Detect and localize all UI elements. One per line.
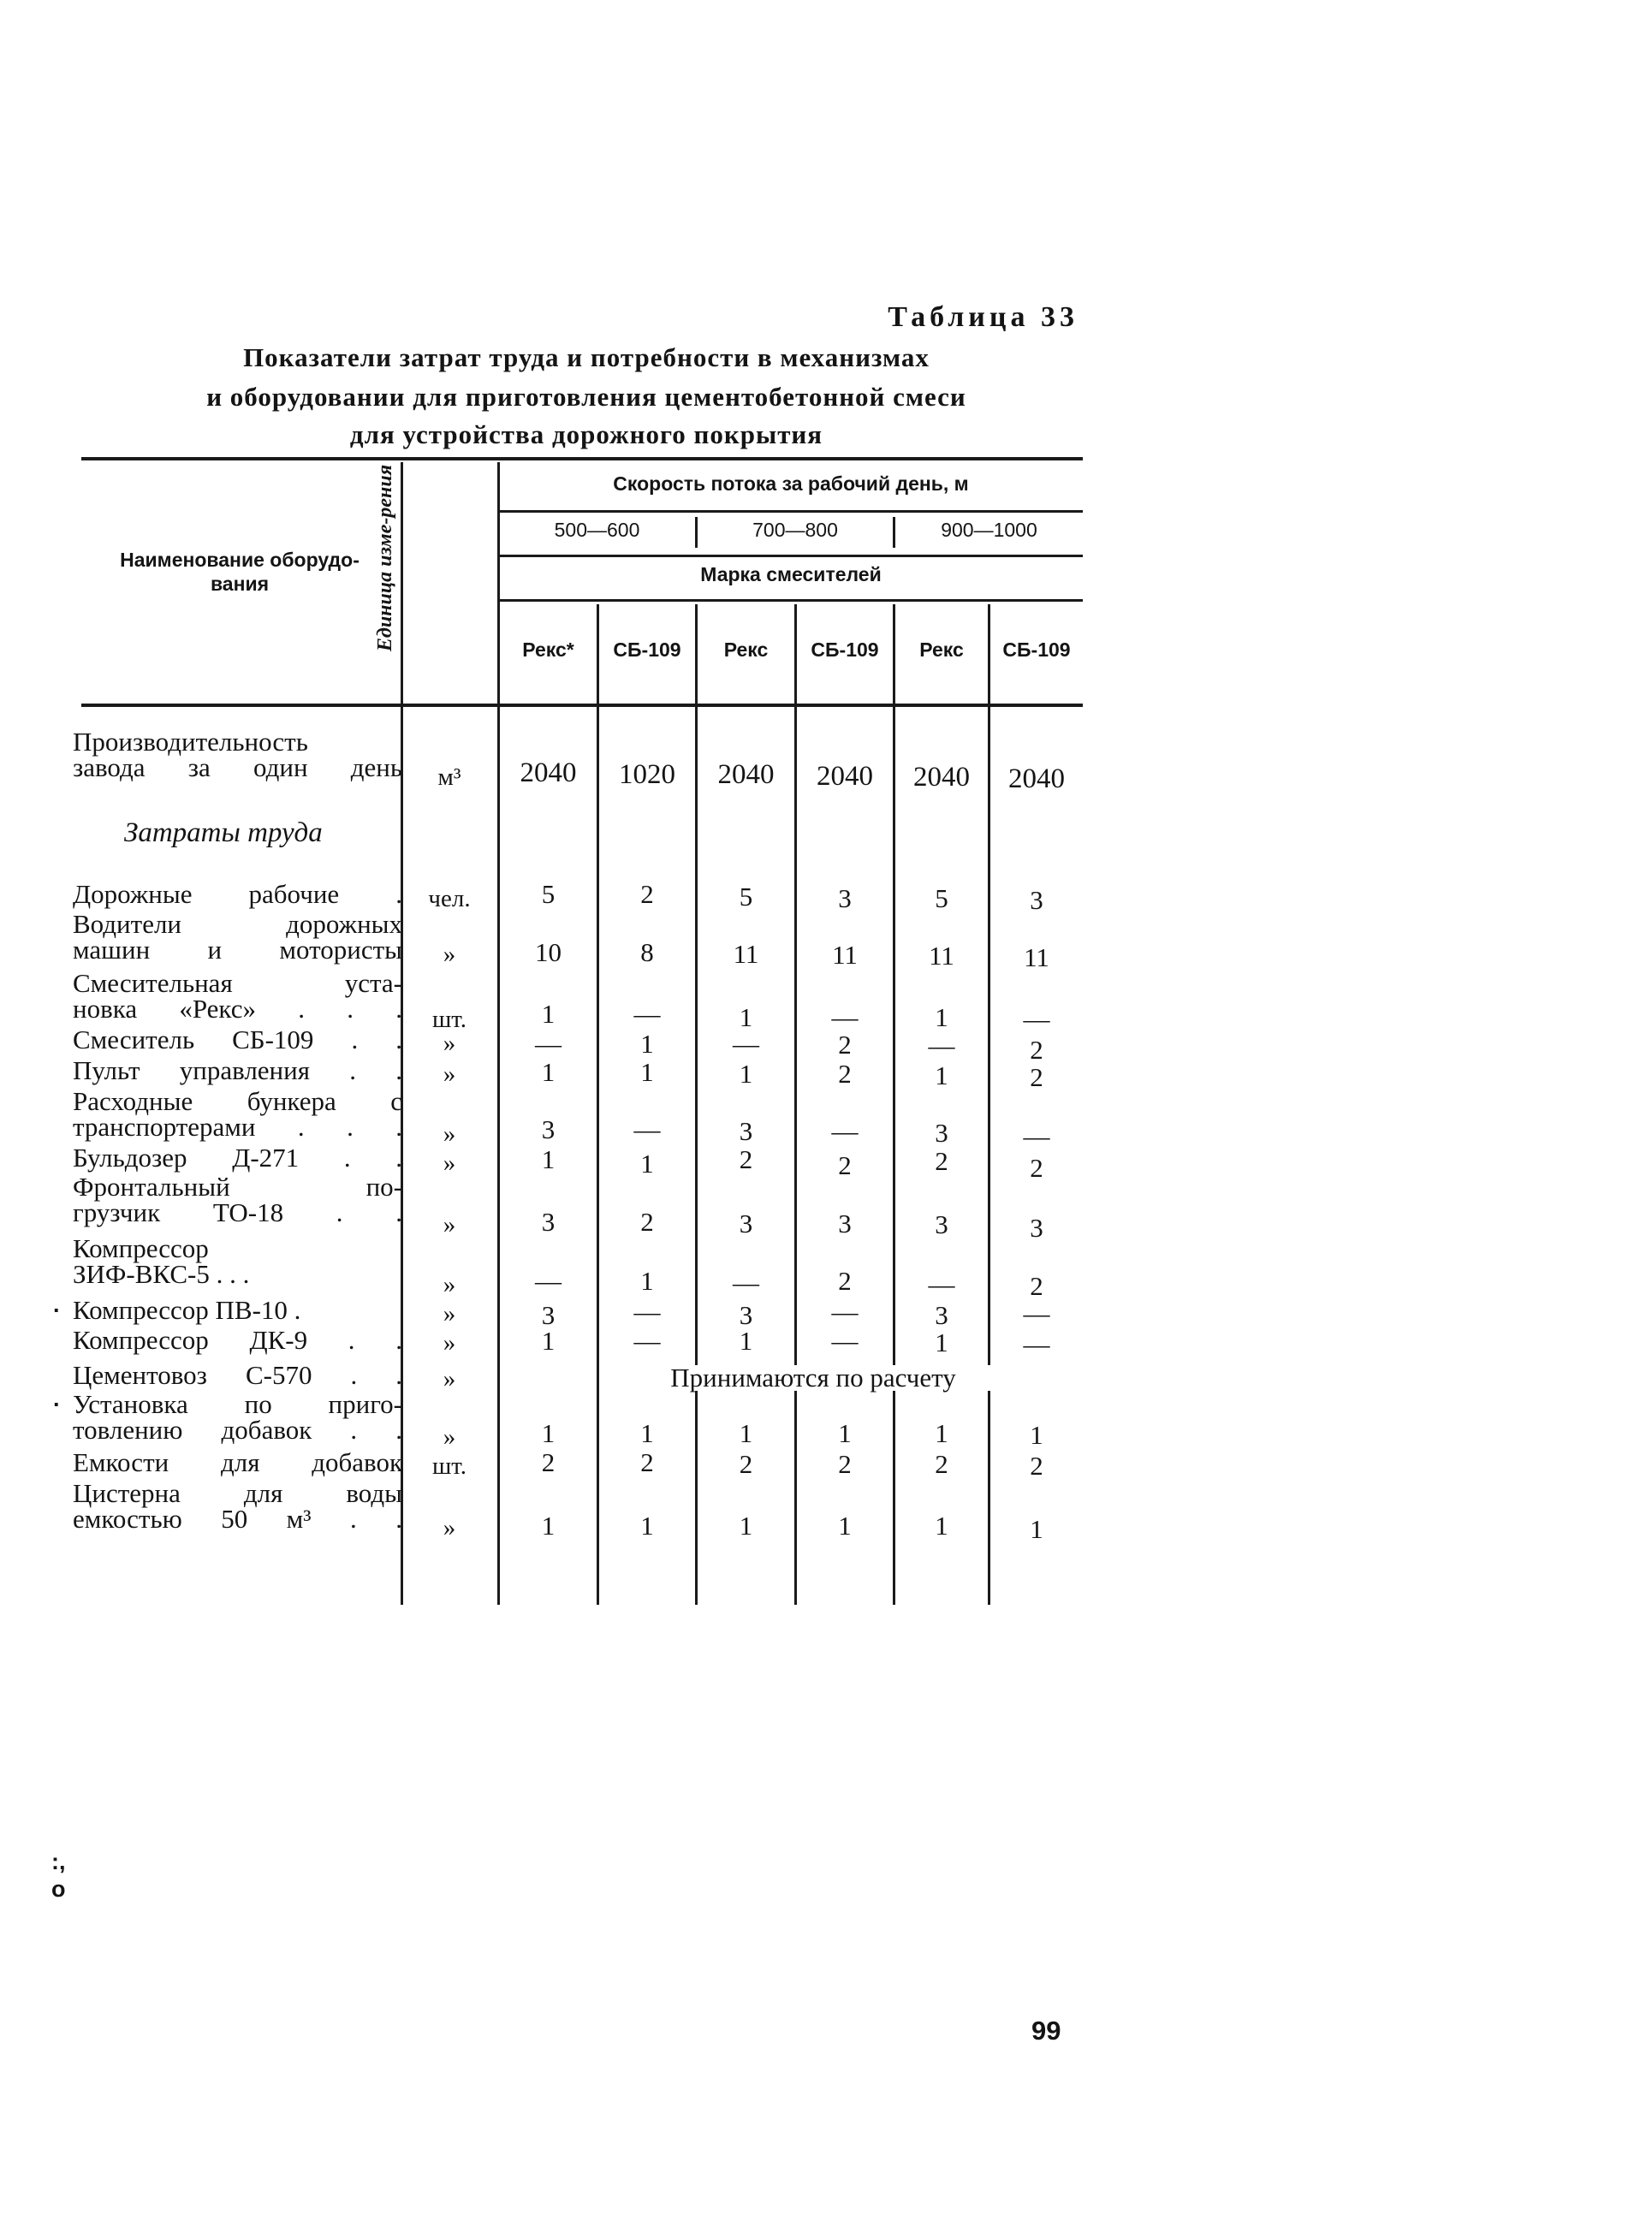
cell-drivers-5: 11 [929,941,954,971]
cell-front-loader-4: 3 [838,1209,852,1238]
row-name-line: Производительность [73,727,308,757]
cell-hoppers-1: 3 [541,1114,556,1144]
row-name-line: Компрессор ПВ-10 . [73,1295,301,1325]
cell-compressor-zif-5: — [928,1269,955,1299]
header-rule-brand [499,599,1083,602]
cell-control-panel-5: 1 [935,1060,948,1090]
table-top-rule [81,457,1083,460]
cell-additive-tanks-6: 2 [1030,1451,1043,1481]
cell-mixer-sb109-3: — [733,1029,759,1059]
header-name-col [86,548,394,596]
margin-mark-2: · [53,1392,61,1417]
cell-hoppers-2: — [633,1114,661,1144]
cell-water-tank-2: 1 [640,1511,654,1541]
cell-mixer-sb109-4: 2 [838,1030,852,1060]
cell-rex-plant-3: 1 [739,1002,753,1032]
cell-road-workers-4: 3 [838,883,852,913]
cell-bulldozer-2: 1 [640,1149,654,1179]
cell-drivers-2: 8 [640,937,654,967]
cell-road-workers-5: 5 [935,883,948,913]
cell-bulldozer-5: 2 [935,1146,948,1176]
row-unit-compressor-dk9: » [443,1329,456,1357]
cell-compressor-zif-3: — [733,1268,759,1298]
cell-drivers-3: 11 [733,939,759,969]
header-range-2: 700—800 [752,519,838,541]
cell-hoppers-6: — [1023,1121,1050,1151]
row-name-line: емкостью 50 м³ . . [73,1504,402,1534]
cell-mixer-sb109-5: — [928,1030,955,1060]
header-mixer-2: СБ-109 [613,638,681,661]
cell-road-workers-3: 5 [739,882,753,912]
cell-additive-plant-5: 1 [935,1418,948,1448]
cell-road-workers-1: 5 [541,879,556,909]
header-mixer-6: СБ-109 [1002,638,1071,661]
row-name-compressor-dk9 [73,1327,402,1353]
cell-compressor-dk9-5: 1 [935,1327,948,1357]
table-title-line-3: для устройства дорожного покрытия [349,419,823,449]
row-unit-drivers: » [443,941,456,968]
cell-water-tank-1: 1 [541,1511,556,1541]
row-name-line: машин и мотористы [73,935,402,965]
cell-control-panel-2: 1 [640,1057,654,1087]
cell-mixer-sb109-6: 2 [1030,1035,1043,1065]
cell-drivers-4: 11 [832,940,858,970]
table-title-line-2: и оборудовании для приготовления цементобетонной смеси [206,382,966,412]
cell-additive-plant-4: 1 [838,1418,852,1448]
row-unit-cement-truck: » [443,1365,456,1393]
cell-control-panel-3: 1 [739,1059,753,1089]
cell-additive-tanks-1: 2 [541,1447,556,1477]
cell-productivity-1: 2040 [520,757,577,788]
row-name-line: Расходные бункера с [73,1086,402,1116]
cell-bulldozer-6: 2 [1030,1153,1043,1183]
row-unit-mixer-sb109: » [443,1030,456,1057]
row-name-line: Компрессор ДК-9 . . [73,1325,402,1355]
row-name-front-loader [73,1174,402,1226]
header-rule-flow [499,510,1083,513]
cell-rex-plant-6: — [1023,1004,1050,1034]
cell-mixer-sb109-1: — [535,1029,562,1059]
cell-rex-plant-5: 1 [935,1002,948,1032]
cell-compressor-pv10-1: 3 [541,1300,556,1330]
row-name-compressor-pv10 [73,1295,402,1325]
cell-compressor-pv10-2: — [633,1297,661,1327]
cell-water-tank-4: 1 [838,1511,852,1541]
cell-additive-tanks-4: 2 [838,1449,852,1479]
cell-bulldozer-1: 1 [541,1144,556,1174]
cell-compressor-dk9-1: 1 [541,1326,556,1356]
margin-fragment-1: :, [51,1849,66,1874]
cell-rex-plant-1: 1 [541,999,556,1029]
row-unit-compressor-zif: » [443,1271,456,1298]
header-range-1: 500—600 [554,519,640,541]
row-name-control-panel [73,1055,402,1085]
header-mixer-1: Рекс* [522,638,574,661]
cell-additive-plant-3: 1 [739,1418,753,1448]
margin-mark-1: · [53,1298,61,1323]
row-name-water-tank [73,1478,402,1534]
cell-hoppers-4: — [831,1116,859,1146]
row-name-line: грузчик ТО-18 . . [73,1197,402,1227]
cell-front-loader-6: 3 [1030,1213,1043,1243]
cell-compressor-zif-2: 1 [640,1266,654,1296]
row-name-line: Фронтальный по- [73,1172,402,1202]
cell-control-panel-4: 2 [838,1059,852,1089]
cement-truck-note: Принимаются по расчету [599,1365,1027,1391]
row-unit-additive-plant: » [443,1423,456,1451]
row-unit-compressor-pv10: » [443,1300,456,1327]
cell-productivity-6: 2040 [1008,763,1065,794]
cell-compressor-dk9-3: 1 [739,1326,753,1356]
row-name-line: Смеситель СБ-109 . . [73,1024,402,1054]
row-unit-front-loader: » [443,1211,456,1238]
cell-front-loader-2: 2 [640,1207,654,1237]
page-number: 99 [1031,2016,1061,2046]
cell-control-panel-6: 2 [1030,1062,1043,1092]
header-bottom-rule [81,704,1083,707]
cell-productivity-4: 2040 [817,761,873,792]
row-name-line: завода за один день [73,752,402,782]
row-name-road-workers [73,879,402,909]
row-name-line: Компрессор [73,1233,209,1263]
table-label: Таблица 33 [888,301,1079,333]
row-unit-water-tank: » [443,1514,456,1541]
row-name-line: Цементовоз С-570 . . [73,1360,402,1390]
row-unit-bulldozer: » [443,1149,456,1177]
row-name-rex-plant [73,968,402,1024]
cell-additive-tanks-2: 2 [640,1447,654,1477]
cell-drivers-1: 10 [535,937,562,967]
cell-water-tank-6: 1 [1030,1514,1043,1544]
row-name-line: Дорожные рабочие . [73,879,402,909]
header-flow-speed: Скорость потока за рабочий день, м [613,472,969,495]
row-unit-productivity: м³ [437,763,461,791]
row-name-line: новка «Рекс» . . . [73,994,402,1024]
row-name-line: ЗИФ-ВКС-5 . . . [73,1259,250,1289]
row-name-additive-tanks [73,1447,402,1477]
cell-compressor-dk9-6: — [1023,1329,1050,1359]
cell-productivity-5: 2040 [913,762,970,793]
row-name-bulldozer [73,1145,402,1171]
cell-compressor-dk9-2: — [633,1326,661,1356]
row-name-line: Установка по приго- [73,1389,402,1419]
row-unit-hoppers: » [443,1120,456,1148]
row-unit-road-workers: чел. [428,885,471,912]
cell-additive-tanks-3: 2 [739,1449,753,1479]
cell-drivers-6: 11 [1024,942,1049,972]
row-name-cement-truck [73,1360,402,1390]
header-rule-ranges [499,555,1083,557]
row-name-line: Бульдозер Д-271 . . [73,1143,402,1173]
cell-road-workers-6: 3 [1030,885,1043,915]
row-name-productivity [73,729,402,781]
cell-front-loader-3: 3 [739,1209,753,1238]
cell-water-tank-3: 1 [739,1511,753,1541]
cell-bulldozer-4: 2 [838,1150,852,1180]
header-mixer-brand: Марка смесителей [700,563,882,585]
cell-front-loader-1: 3 [541,1207,556,1237]
cell-compressor-pv10-5: 3 [935,1300,948,1330]
cell-additive-tanks-5: 2 [935,1449,948,1479]
row-name-mixer-sb109 [73,1024,402,1054]
row-unit-rex-plant: шт. [431,1006,467,1033]
row-name-additive-plant [73,1389,402,1445]
cell-additive-plant-1: 1 [541,1418,556,1448]
cell-rex-plant-4: — [831,1002,859,1032]
cell-water-tank-5: 1 [935,1511,948,1541]
row-name-compressor-zif [73,1233,402,1289]
row-name-line: транспортерами . . . [73,1112,402,1142]
cell-mixer-sb109-2: 1 [640,1029,654,1059]
row-unit-control-panel: » [443,1060,456,1088]
cell-additive-plant-6: 1 [1030,1420,1043,1450]
cell-hoppers-5: 3 [935,1118,948,1148]
row-name-line: Цистерна для воды [73,1478,402,1508]
row-name-line: Смесительная уста- [73,968,402,998]
cell-productivity-2: 1020 [619,759,675,790]
header-mixer-5: Рекс [919,638,964,661]
cell-compressor-zif-1: — [535,1266,562,1296]
cell-compressor-pv10-4: — [831,1297,859,1327]
cell-control-panel-1: 1 [541,1057,556,1087]
row-name-drivers [73,909,402,965]
row-name-line: Водители дорожных [73,909,402,939]
header-mixer-4: СБ-109 [811,638,879,661]
cell-front-loader-5: 3 [935,1209,948,1239]
header-name-line-2: вания [210,573,270,595]
cell-productivity-3: 2040 [717,759,775,790]
cell-rex-plant-2: — [633,999,661,1029]
margin-fragment-2: о [51,1876,66,1902]
cell-compressor-pv10-6: — [1023,1298,1050,1328]
table-title-line-1: Показатели затрат труда и потребности в механизмах [243,342,930,372]
header-name-line-1: Наименование оборудо- [120,549,360,571]
cell-compressor-dk9-4: — [831,1326,859,1356]
cell-compressor-pv10-3: 3 [739,1300,753,1330]
row-name-hoppers [73,1086,402,1142]
row-name-line: Емкости для добавок [73,1447,402,1477]
cell-hoppers-3: 3 [739,1116,753,1146]
row-name-line: Пульт управления . . [73,1055,402,1085]
header-range-3: 900—1000 [941,519,1037,541]
header-mixer-3: Рекс [723,638,769,661]
cell-bulldozer-3: 2 [739,1144,753,1174]
header-unit-col: Единица изме-рения [374,464,396,652]
row-unit-additive-tanks: шт. [431,1452,467,1480]
row-name-line: товлению добавок . . [73,1415,402,1445]
cell-compressor-zif-6: 2 [1030,1271,1043,1301]
cell-additive-plant-2: 1 [640,1418,654,1448]
cell-road-workers-2: 2 [640,879,654,909]
section-labor-costs: Затраты труда [124,817,323,848]
cell-compressor-zif-4: 2 [838,1266,852,1296]
